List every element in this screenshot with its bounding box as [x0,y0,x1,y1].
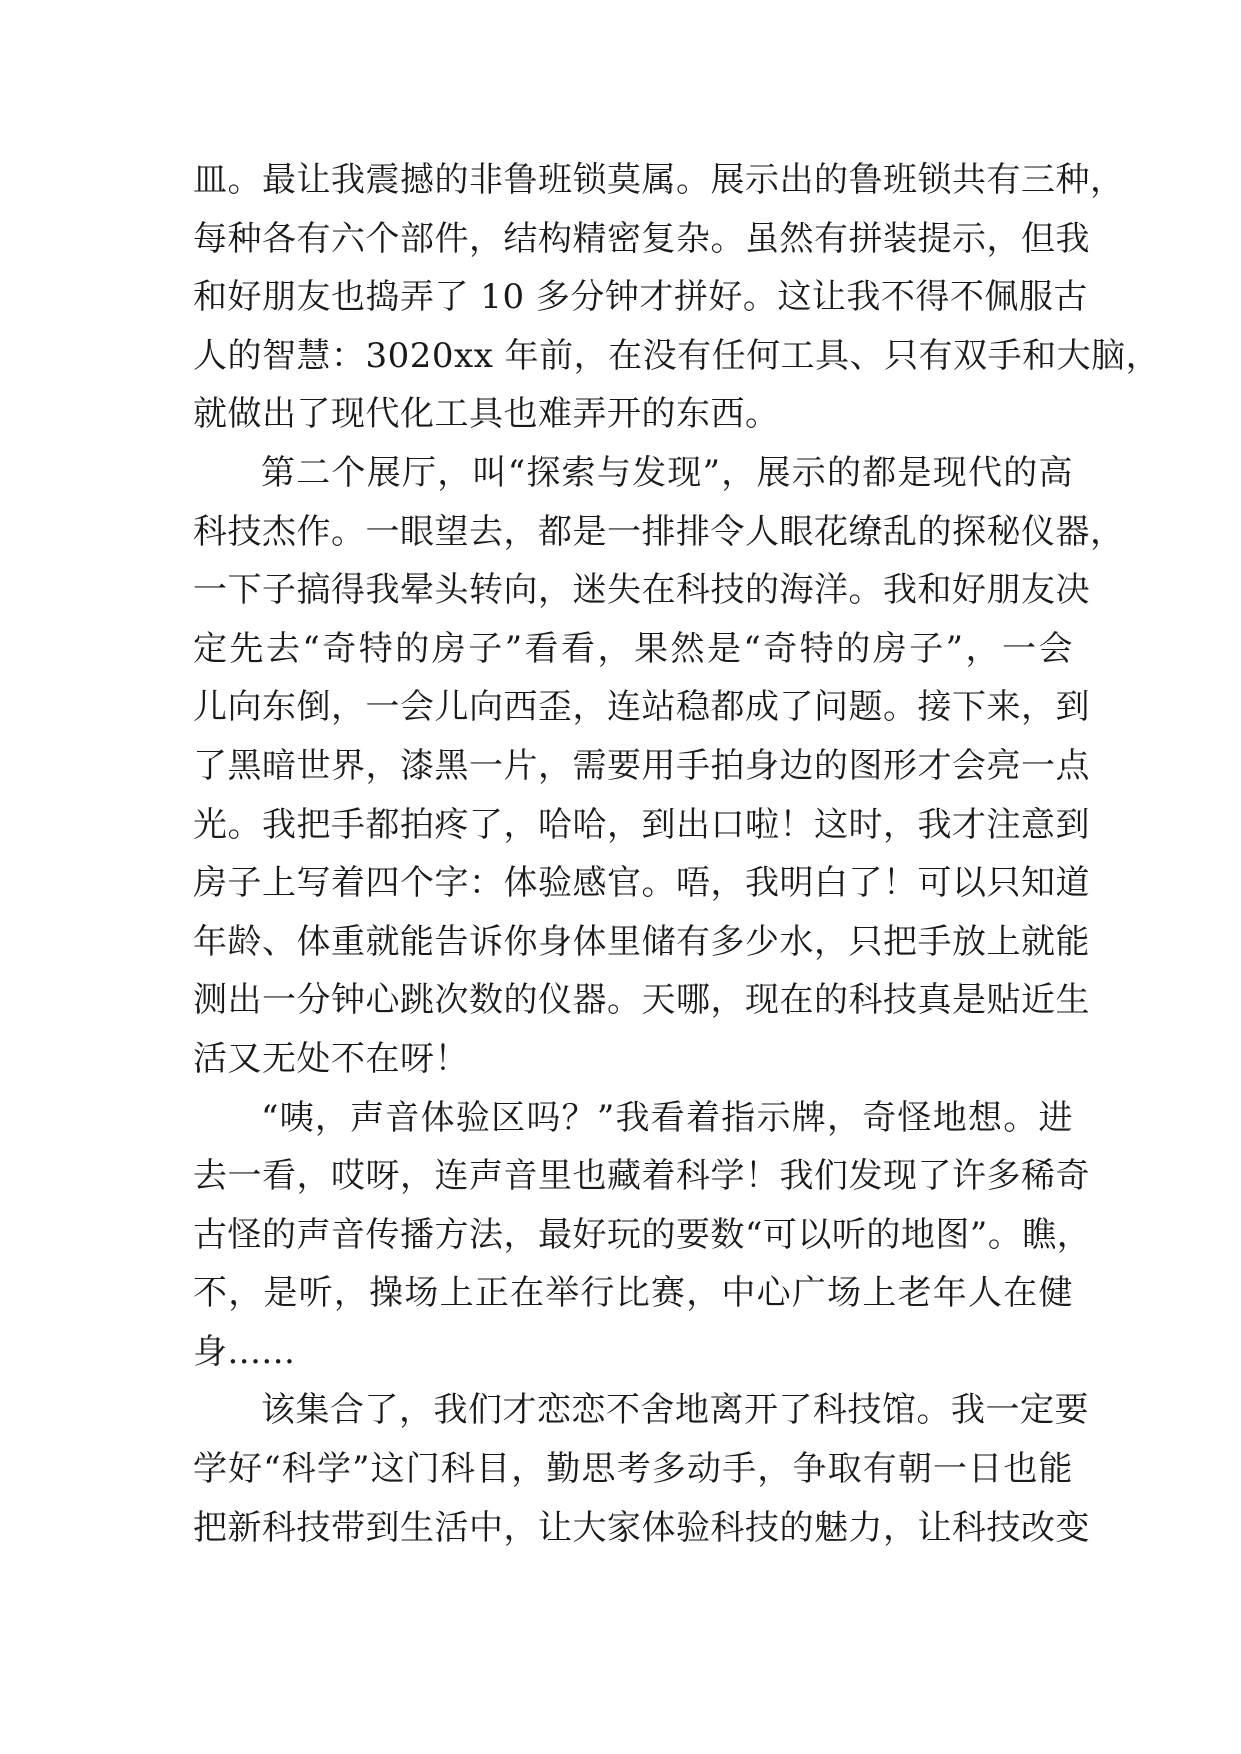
text-line: 定先去“奇特的房子”看看，果然是“奇特的房子”，一会 [193,628,1073,669]
text-line: 每种各有六个部件，结构精密复杂。虽然有拼装提示，但我 [193,218,1090,259]
text-line: 学好“科学”这门科目，勤思考多动手，争取有朝一日也能 [193,1449,1073,1490]
document-body-text [193,160,1161,1566]
text-line: 去一看，哎呀，连声音里也藏着科学！我们发现了许多稀奇 [193,1156,1090,1197]
text-line: 光。我把手都拍疼了，哈哈，到出口啦！这时，我才注意到 [193,804,1090,845]
text-line: “咦，声音体验区吗？”我看着指示牌，奇怪地想。进 [261,1097,1073,1138]
text-line: 年龄、体重就能告诉你身体里储有多少水，只把手放上就能 [193,921,1090,962]
text-line: 该集合了，我们才恋恋不舍地离开了科技馆。我一定要 [261,1390,1089,1431]
text-line: 皿。最让我震撼的非鲁班锁莫属。展示出的鲁班锁共有三种， [193,160,1125,200]
text-line: 活又无处不在呀！ [193,1038,469,1079]
text-line: 儿向东倒，一会儿向西歪，连站稳都成了问题。接下来，到 [193,687,1090,728]
text-line: 就做出了现代化工具也难弄开的东西。 [193,394,780,435]
text-line: 不，是听，操场上正在举行比赛，中心广场上老年人在健 [193,1273,1073,1314]
text-line: 把新科技带到生活中，让大家体验科技的魅力，让科技改变 [193,1507,1090,1548]
text-line: 古怪的声音传播方法，最好玩的要数“可以听的地图”。瞧， [193,1214,1092,1255]
text-line: 和好朋友也捣弄了 10 多分钟才拼好。这让我不得不佩服古 [193,277,1088,318]
text-line: 身...... [193,1331,296,1372]
text-line: 科技杰作。一眼望去，都是一排排令人眼花缭乱的探秘仪器， [193,511,1125,552]
text-line: 第二个展厅，叫“探索与发现”，展示的都是现代的高 [261,452,1073,493]
text-line: 一下子搞得我晕头转向，迷失在科技的海洋。我和好朋友决 [193,570,1090,611]
text-line: 测出一分钟心跳次数的仪器。天哪，现在的科技真是贴近生 [193,980,1090,1021]
text-line: 人的智慧：3020xx 年前，在没有任何工具、只有双手和大脑， [193,335,1161,376]
text-line: 了黑暗世界，漆黑一片，需要用手拍身边的图形才会亮一点 [193,745,1090,786]
text-line: 房子上写着四个字：体验感官。唔，我明白了！可以只知道 [193,863,1090,904]
